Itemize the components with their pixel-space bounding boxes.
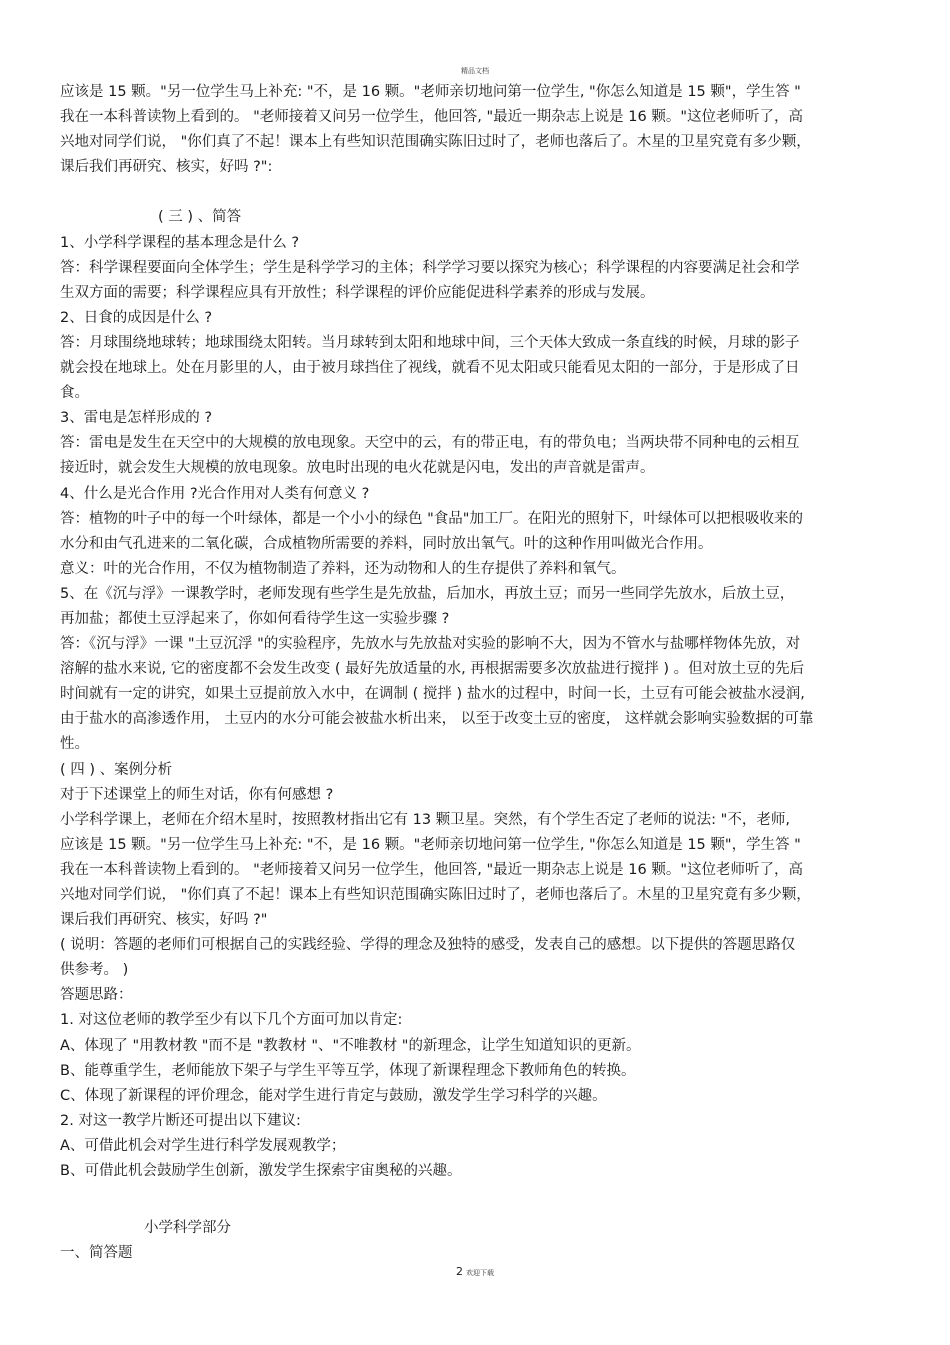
answer-line: 性。 — [60, 736, 89, 753]
answer-line: 答：《沉与浮》一课 "土豆沉浮 "的实验程序，先放水与先放盐对实验的影响不大，因为不管水与盐哪样物体先放，对 — [60, 636, 801, 653]
answer-line: 答：雷电是发生在天空中的大规模的放电现象。天空中的云，有的带正电，有的带负电；当两块带不同种电的云相互 — [60, 435, 800, 452]
page-footer — [0, 1260, 950, 1279]
question-line: 5、在《沉与浮》一课教学时，老师发现有些学生是先放盐，后加水，再放土豆；而另一些同学先放水，后放土豆， — [60, 585, 795, 602]
text-line: 课后我们再研究、核实，好吗 ?" — [60, 912, 268, 929]
text-line: C、体现了新课程的评价理念，能对学生进行肯定与鼓励，激发学生学习科学的兴趣。 — [60, 1087, 607, 1104]
answer-line: 答：月球围绕地球转；地球围绕太阳转。当月球转到太阳和地球中间，三个天体大致成一条直线的时候，月球的影子 — [60, 334, 800, 351]
text-line: 供参考。 ) — [60, 962, 129, 979]
text-line: A、体现了 "用教材教 "而不是 "教教材 "、"不唯教材 "的新理念，让学生知道知识的更新。 — [60, 1037, 641, 1054]
text-line: 我在一本科普读物上看到的。 "老师接着又问另一位学生，他回答, "最近一期杂志上说是 16 颗。"这位老师听了，高 — [60, 109, 804, 126]
answer-line: 答：植物的叶子中的每一个叶绿体，都是一个小小的绿色 "食品"加工厂。在阳光的照射下，叶绿体可以把根吸收来的 — [60, 510, 803, 527]
case-analysis-section — [60, 758, 910, 1185]
text-line: A、可借此机会对学生进行科学发展观教学； — [60, 1137, 346, 1154]
text-line: B、可借此机会鼓励学生创新，激发学生探索宇宙奥秘的兴趣。 — [60, 1163, 462, 1180]
question-line: 再加盐；都使土豆浮起来了，你如何看待学生这一实验步骤 ? — [60, 610, 450, 627]
text-line: 2. 对这一教学片断还可提出以下建议: — [60, 1112, 301, 1129]
text-line: 答题思路： — [60, 987, 133, 1004]
part-subtitle: 一、简答题 — [60, 1245, 133, 1262]
answer-line: 水分和由气孔进来的二氧化碳，合成植物所需要的养料，同时放出氧气。叶的这种作用叫做光合作用。 — [60, 535, 713, 552]
text-line: 1. 对这位老师的教学至少有以下几个方面可加以肯定: — [60, 1012, 403, 1029]
qa-section — [60, 231, 910, 758]
answer-line: 由于盐水的高渗透作用， 土豆内的水分可能会被盐水析出来， 以至于改变土豆的密度， 这样就会影响实验数据的可靠 — [60, 711, 814, 728]
text-line: ( 说明：答题的老师们可根据自己的实践经验、学得的理念及独特的感受，发表自己的感想。以下提供的答题思路仅 — [60, 937, 796, 954]
answer-line: 生双方面的需要；科学课程应具有开放性；科学课程的评价应能促进科学素养的形成与发展。 — [60, 284, 655, 301]
page-header: 精品文档 — [461, 67, 489, 75]
answer-line: 接近时，就会发生大规模的放电现象。放电时出现的电火花就是闪电，发出的声音就是雷声。 — [60, 460, 655, 477]
intro-paragraph — [60, 80, 910, 180]
text-line: 对于下述课堂上的师生对话，你有何感想 ? — [60, 786, 334, 803]
section-heading-4: ( 四 ) 、案例分析 — [60, 761, 173, 778]
text-line: 兴地对同学们说， "你们真了不起！课本上有些知识范围确实陈旧过时了，老师也落后了。木星的卫星究竟有多少颗， — [60, 134, 811, 151]
footer-text: 欢迎下载 — [466, 1269, 494, 1277]
section-heading-3: ( 三 ) 、简答 — [158, 209, 242, 226]
text-line: B、能尊重学生，老师能放下架子与学生平等互学，体现了新课程理念下教师角色的转换。 — [60, 1062, 636, 1079]
text-line: 课后我们再研究、核实，好吗 ?": — [60, 159, 273, 176]
answer-line: 溶解的盐水来说, 它的密度都不会发生改变 ( 最好先放适量的水, 再根据需要多次放盐进行搅拌 ) 。但对放土豆的先后 — [60, 661, 805, 678]
answer-line: 食。 — [60, 385, 89, 402]
answer-line: 答：科学课程要面向全体学生；学生是科学学习的主体；科学学习要以探究为核心；科学课程的内容要满足社会和学 — [60, 259, 800, 276]
text-line: 应该是 15 颗。"另一位学生马上补充: "不，是 16 颗。"老师亲切地问第一位学生, "你怎么知道是 15 颗"，学生答 " — [60, 84, 801, 100]
text-line: 兴地对同学们说， "你们真了不起！课本上有些知识范围确实陈旧过时了，老师也落后了。木星的卫星究竟有多少颗， — [60, 887, 811, 903]
text-line: 应该是 15 颗。"另一位学生马上补充: "不，是 16 颗。"老师亲切地问第一位学生, "你怎么知道是 15 颗"，学生答 " — [60, 836, 801, 853]
text-line: 小学科学课上，老师在介绍木星时，按照教材指出它有 13 颗卫星。突然，有个学生否定了老师的说法: "不，老师, — [60, 811, 790, 828]
answer-line: 时间就有一定的讲究，如果土豆提前放入水中，在调制 ( 搅拌 ) 盐水的过程中，时间一长，土豆有可能会被盐水浸润, — [60, 686, 805, 703]
question-line: 2、日食的成因是什么 ? — [60, 309, 213, 326]
answer-line: 就会投在地球上。处在月影里的人，由于被月球挡住了视线，就看不见太阳或只能看见太阳的一部分，于是形成了日 — [60, 360, 800, 377]
text-line: 我在一本科普读物上看到的。 "老师接着又问另一位学生，他回答, "最近一期杂志上说是 16 颗。"这位老师听了，高 — [60, 861, 804, 878]
part-title: 小学科学部分 — [144, 1220, 231, 1237]
question-line: 3、雷电是怎样形成的 ? — [60, 410, 213, 427]
page-number: 2 — [456, 1265, 463, 1278]
document-body — [60, 80, 910, 1266]
question-line: 1、小学科学课程的基本理念是什么 ? — [60, 234, 300, 251]
question-line: 4、什么是光合作用 ?光合作用对人类有何意义 ? — [60, 485, 370, 502]
answer-line: 意义：叶的光合作用，不仅为植物制造了养料，还为动物和人的生存提供了养料和氧气。 — [60, 560, 626, 577]
